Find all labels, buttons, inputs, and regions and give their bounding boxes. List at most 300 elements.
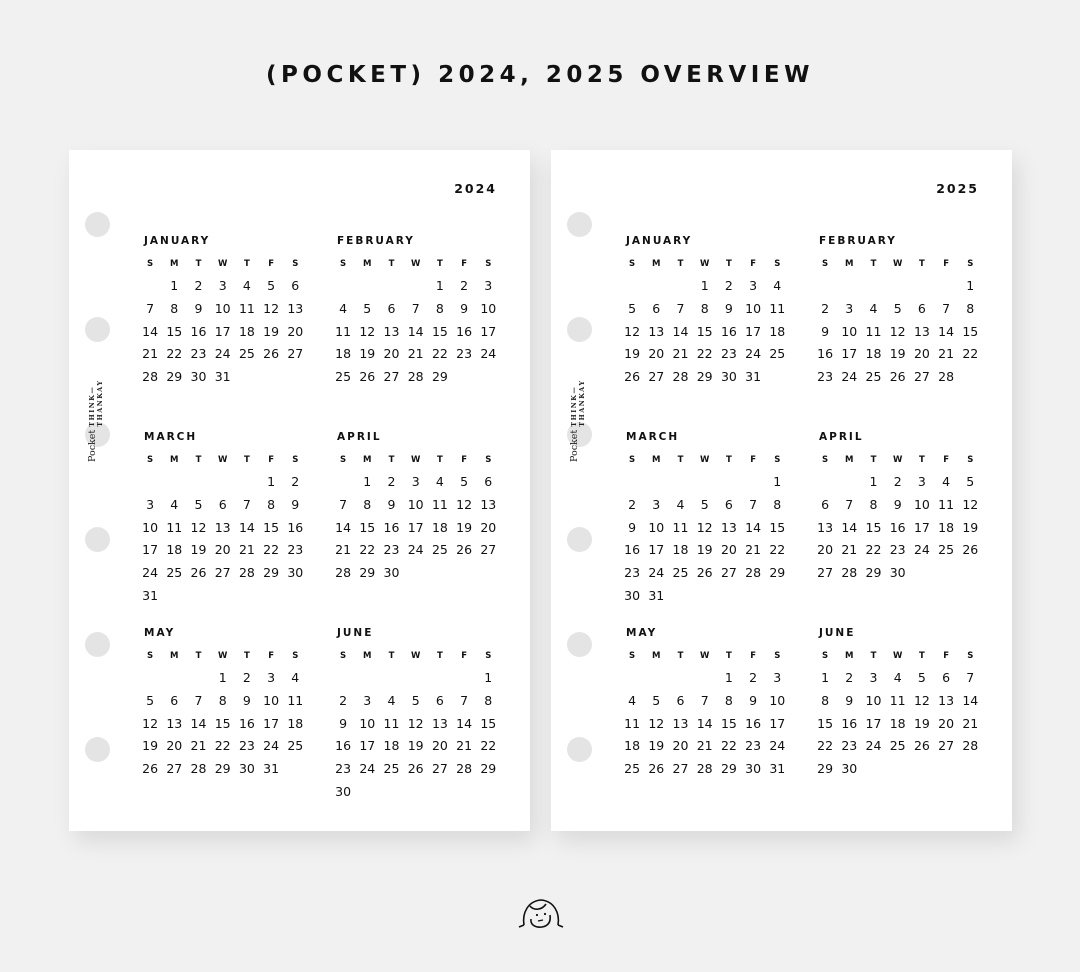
weekday-header: T [725,259,732,269]
day-cell: 11 [672,519,689,535]
day-cell: 21 [335,542,352,558]
day-cell: 12 [359,323,376,339]
weekday-header: T [243,455,250,465]
day-cell: 13 [938,692,955,708]
day-cell: 24 [480,346,497,362]
day-cell: 6 [676,692,685,708]
day-cell: 27 [383,369,400,385]
day-cell: 11 [431,496,448,512]
day-cell: 22 [817,738,834,754]
day-cell: 29 [166,369,183,385]
weekday-header: S [822,259,829,269]
day-cell: 29 [865,565,882,581]
day-cell: 4 [628,692,637,708]
day-cell: 30 [335,784,352,799]
brand-name-line: THINK— [570,385,578,427]
weekday-header: W [892,651,903,661]
day-cell: 12 [407,715,424,731]
day-cell: 11 [383,715,400,731]
day-cell: 17 [407,519,424,535]
day-cell: 24 [407,542,424,558]
day-cell: 12 [624,323,641,339]
day-cell: 10 [214,300,231,316]
day-cell: 27 [720,565,737,581]
day-cell: 10 [263,692,280,708]
day-cell: 11 [166,519,183,535]
day-cell: 22 [865,542,882,558]
day-cell: 30 [383,565,400,581]
day-cell: 21 [672,346,689,362]
day-cell: 26 [190,565,207,581]
day-cell: 23 [456,346,473,362]
day-cell: 20 [383,346,400,362]
day-cell: 12 [142,715,159,731]
weekday-header: S [629,651,636,661]
day-cell: 14 [190,715,207,731]
day-cell: 3 [484,278,493,293]
month-name: APRIL [337,431,382,443]
day-cell: 18 [889,715,906,731]
day-cell: 2 [628,496,637,512]
day-cell: 18 [431,519,448,535]
day-cell: 28 [238,565,255,581]
weekday-header: M [652,455,661,465]
month-name: JUNE [819,627,856,639]
day-cell: 27 [648,369,665,385]
day-cell: 17 [359,738,376,754]
weekday-header: F [750,651,756,661]
weekday-header: T [388,651,395,661]
day-cell: 1 [966,278,975,293]
day-cell: 15 [166,323,183,339]
weekday-header: M [845,455,854,465]
day-cell: 6 [821,496,830,512]
day-cell: 24 [745,346,762,362]
weekday-header: M [170,651,179,661]
day-cell: 5 [267,278,276,293]
day-cell: 1 [435,278,444,293]
weekday-header: T [195,455,202,465]
weekday-header: S [340,455,347,465]
month-name: MAY [626,627,658,639]
day-cell: 9 [821,323,830,339]
day-cell: 24 [769,738,786,754]
day-cell: 19 [359,346,376,362]
day-cell: 10 [480,300,497,316]
day-cell: 16 [817,346,834,362]
day-cell: 24 [648,565,665,581]
weekday-header: S [967,651,974,661]
day-cell: 12 [263,300,280,316]
day-cell: 5 [628,300,637,316]
day-cell: 18 [938,519,955,535]
day-cell: 13 [166,715,183,731]
day-cell: 7 [460,692,469,708]
weekday-header: T [677,455,684,465]
weekday-header: M [652,651,661,661]
day-cell: 26 [962,542,979,558]
weekday-header: F [268,651,274,661]
day-cell: 23 [383,542,400,558]
day-cell: 14 [142,323,159,339]
year-label: 2024 [454,181,497,196]
brand-name-line: THANKAY [578,379,586,427]
day-cell: 12 [456,496,473,512]
weekday-header: W [217,455,228,465]
day-cell: 9 [387,496,396,512]
weekday-header: S [774,651,781,661]
day-cell: 17 [769,715,786,731]
day-cell: 23 [287,542,304,558]
day-cell: 19 [913,715,930,731]
day-cell: 12 [648,715,665,731]
day-cell: 7 [942,300,951,316]
punch-hole [567,632,592,657]
day-cell: 27 [817,565,834,581]
day-cell: 12 [913,692,930,708]
weekday-header: W [699,259,710,269]
weekday-header: W [217,651,228,661]
day-cell: 28 [745,565,762,581]
month-name: JANUARY [626,235,693,247]
day-cell: 1 [700,278,709,293]
day-cell: 18 [624,738,641,754]
day-cell: 10 [648,519,665,535]
day-cell: 2 [387,474,396,489]
punch-hole [85,212,110,237]
month-name: MAY [144,627,176,639]
day-cell: 23 [335,761,352,777]
weekday-header: T [918,651,925,661]
day-cell: 26 [359,369,376,385]
day-cell: 9 [339,715,348,731]
weekday-header: M [363,455,372,465]
day-cell: 11 [238,300,255,316]
day-cell: 3 [652,496,661,512]
day-cell: 5 [146,692,155,708]
weekday-header: M [845,651,854,661]
day-cell: 22 [431,346,448,362]
day-cell: 24 [142,565,159,581]
day-cell: 5 [652,692,661,708]
day-cell: 29 [769,565,786,581]
day-cell: 13 [214,519,231,535]
day-cell: 14 [841,519,858,535]
year-label: 2025 [936,181,979,196]
day-cell: 25 [238,346,255,362]
weekday-header: W [410,259,421,269]
weekday-header: S [629,455,636,465]
day-cell: 20 [672,738,689,754]
day-cell: 26 [142,761,159,777]
day-cell: 18 [769,323,786,339]
day-cell: 2 [242,670,251,685]
day-cell: 31 [263,761,280,777]
day-cell: 6 [652,300,661,316]
day-cell: 4 [773,278,782,293]
day-cell: 29 [696,369,713,385]
day-cell: 12 [696,519,713,535]
day-cell: 9 [749,692,758,708]
day-cell: 1 [773,474,782,489]
weekday-header: F [943,651,949,661]
brand-mark [88,380,104,462]
weekday-header: S [340,651,347,661]
punch-hole [85,737,110,762]
day-cell: 22 [263,542,280,558]
day-cell: 10 [865,692,882,708]
weekday-header: F [461,259,467,269]
weekday-header: M [652,259,661,269]
day-cell: 30 [720,369,737,385]
day-cell: 31 [214,369,231,385]
day-cell: 25 [672,565,689,581]
day-cell: 13 [431,715,448,731]
weekday-header: S [147,651,154,661]
day-cell: 28 [962,738,979,754]
punch-hole [85,527,110,552]
day-cell: 10 [745,300,762,316]
weekday-header: T [195,259,202,269]
weekday-header: W [410,651,421,661]
day-cell: 6 [484,474,493,489]
month-name: MARCH [626,431,680,443]
weekday-header: T [388,455,395,465]
day-cell: 3 [411,474,420,489]
day-cell: 10 [359,715,376,731]
day-cell: 11 [769,300,786,316]
day-cell: 15 [214,715,231,731]
weekday-header: T [870,455,877,465]
day-cell: 24 [841,369,858,385]
day-cell: 15 [720,715,737,731]
day-cell: 11 [865,323,882,339]
day-cell: 11 [624,715,641,731]
day-cell: 16 [287,519,304,535]
day-cell: 27 [214,565,231,581]
day-cell: 4 [170,496,179,512]
day-cell: 7 [411,300,420,316]
weekday-header: S [292,455,299,465]
day-cell: 26 [263,346,280,362]
day-cell: 14 [938,323,955,339]
day-cell: 19 [648,738,665,754]
day-cell: 3 [363,692,372,708]
day-cell: 26 [624,369,641,385]
punch-hole [567,737,592,762]
day-cell: 12 [889,323,906,339]
day-cell: 5 [893,300,902,316]
day-cell: 26 [407,761,424,777]
day-cell: 5 [194,496,203,512]
day-cell: 9 [291,496,300,512]
weekday-header: T [870,259,877,269]
day-cell: 4 [291,670,300,685]
weekday-header: T [918,455,925,465]
day-cell: 23 [190,346,207,362]
day-cell: 6 [942,670,951,685]
day-cell: 24 [865,738,882,754]
day-cell: 5 [966,474,975,489]
day-cell: 7 [966,670,975,685]
day-cell: 2 [194,278,203,293]
day-cell: 29 [720,761,737,777]
day-cell: 22 [166,346,183,362]
day-cell: 28 [938,369,955,385]
day-cell: 24 [913,542,930,558]
day-cell: 19 [696,542,713,558]
day-cell: 16 [624,542,641,558]
day-cell: 23 [720,346,737,362]
weekday-header: W [217,259,228,269]
day-cell: 1 [170,278,179,293]
day-cell: 14 [456,715,473,731]
punch-hole [567,212,592,237]
day-cell: 7 [749,496,758,512]
day-cell: 6 [218,496,227,512]
day-cell: 17 [263,715,280,731]
day-cell: 11 [335,323,352,339]
month-name: FEBRUARY [819,235,897,247]
day-cell: 18 [238,323,255,339]
day-cell: 30 [889,565,906,581]
day-cell: 5 [460,474,469,489]
face-logo-icon [518,895,564,929]
brand-name [570,380,586,427]
day-cell: 9 [242,692,251,708]
day-cell: 27 [913,369,930,385]
punch-hole [85,317,110,342]
weekday-header: T [677,259,684,269]
day-cell: 1 [484,670,493,685]
weekday-header: S [485,651,492,661]
day-cell: 1 [218,670,227,685]
day-cell: 1 [869,474,878,489]
weekday-header: F [943,259,949,269]
day-cell: 27 [166,761,183,777]
day-cell: 21 [142,346,159,362]
weekday-header: T [195,651,202,661]
day-cell: 7 [700,692,709,708]
day-cell: 8 [218,692,227,708]
day-cell: 28 [407,369,424,385]
day-cell: 31 [648,588,665,603]
day-cell: 18 [383,738,400,754]
day-cell: 15 [263,519,280,535]
day-cell: 21 [938,346,955,362]
day-cell: 30 [238,761,255,777]
weekday-header: T [436,651,443,661]
day-cell: 19 [889,346,906,362]
day-cell: 8 [700,300,709,316]
day-cell: 29 [263,565,280,581]
day-cell: 22 [359,542,376,558]
weekday-header: F [268,259,274,269]
day-cell: 2 [821,300,830,316]
day-cell: 16 [720,323,737,339]
day-cell: 3 [749,278,758,293]
day-cell: 31 [745,369,762,385]
day-cell: 31 [769,761,786,777]
day-cell: 15 [359,519,376,535]
day-cell: 4 [435,474,444,489]
day-cell: 16 [335,738,352,754]
weekday-header: M [170,259,179,269]
day-cell: 8 [869,496,878,512]
day-cell: 30 [745,761,762,777]
day-cell: 13 [648,323,665,339]
day-cell: 10 [913,496,930,512]
day-cell: 25 [335,369,352,385]
day-cell: 4 [893,670,902,685]
day-cell: 16 [456,323,473,339]
day-cell: 29 [480,761,497,777]
day-cell: 11 [287,692,304,708]
weekday-header: T [436,259,443,269]
weekday-header: M [363,259,372,269]
day-cell: 13 [817,519,834,535]
day-cell: 25 [938,542,955,558]
weekday-header: S [774,259,781,269]
day-cell: 4 [387,692,396,708]
planner-sheet-2025 [551,150,1012,831]
day-cell: 7 [194,692,203,708]
day-cell: 29 [214,761,231,777]
day-cell: 15 [962,323,979,339]
day-cell: 17 [214,323,231,339]
day-cell: 24 [359,761,376,777]
day-cell: 11 [889,692,906,708]
day-cell: 1 [267,474,276,489]
day-cell: 8 [966,300,975,316]
punch-hole [567,317,592,342]
day-cell: 13 [480,496,497,512]
day-cell: 14 [335,519,352,535]
weekday-header: T [436,455,443,465]
day-cell: 6 [291,278,300,293]
brand-mark [570,380,586,462]
weekday-header: F [750,259,756,269]
weekday-header: T [677,651,684,661]
day-cell: 17 [745,323,762,339]
weekday-header: S [485,455,492,465]
day-cell: 19 [624,346,641,362]
day-cell: 30 [287,565,304,581]
day-cell: 19 [456,519,473,535]
day-cell: 2 [339,692,348,708]
day-cell: 19 [263,323,280,339]
day-cell: 9 [845,692,854,708]
day-cell: 7 [146,300,155,316]
day-cell: 25 [865,369,882,385]
day-cell: 22 [480,738,497,754]
weekday-header: S [292,259,299,269]
day-cell: 20 [913,346,930,362]
weekday-header: W [410,455,421,465]
day-cell: 20 [648,346,665,362]
day-cell: 14 [238,519,255,535]
day-cell: 10 [841,323,858,339]
day-cell: 3 [267,670,276,685]
day-cell: 4 [676,496,685,512]
day-cell: 29 [431,369,448,385]
day-cell: 18 [287,715,304,731]
day-cell: 28 [696,761,713,777]
day-cell: 15 [480,715,497,731]
day-cell: 19 [407,738,424,754]
day-cell: 28 [456,761,473,777]
day-cell: 20 [214,542,231,558]
